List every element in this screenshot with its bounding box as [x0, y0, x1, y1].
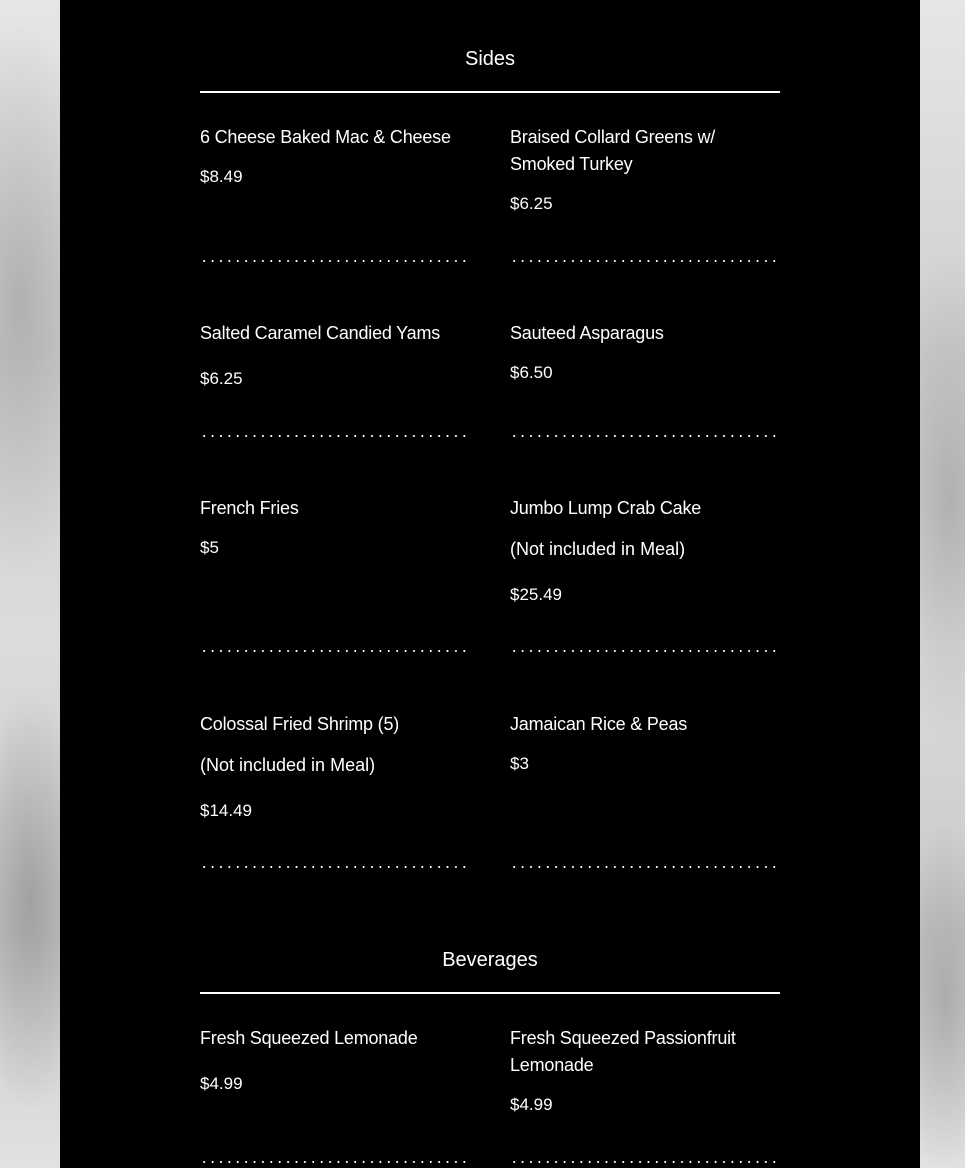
dotted-separator [510, 650, 780, 652]
item-note: (Not included in Meal) [510, 539, 686, 559]
menu-panel [60, 0, 920, 1168]
dotted-separator [200, 260, 470, 262]
item-price: $3 [510, 754, 529, 773]
item-name: Fresh Squeezed Lemonade [200, 1028, 418, 1048]
section-divider [200, 91, 780, 93]
item-name: French Fries [200, 498, 299, 518]
item-name: Fresh Squeezed Passionfruit Lemonade [510, 1028, 736, 1075]
item-price: $6.50 [510, 363, 553, 382]
dotted-separator [200, 1161, 470, 1163]
section-divider [200, 992, 780, 994]
item-price: $4.99 [200, 1074, 243, 1093]
item-price: $14.49 [200, 801, 252, 820]
dotted-separator [200, 650, 470, 652]
dotted-separator [510, 866, 780, 868]
dotted-separator [200, 866, 470, 868]
section-title-sides: Sides [464, 48, 516, 70]
dotted-separator [510, 435, 780, 437]
item-name: Jumbo Lump Crab Cake [510, 498, 702, 518]
item-name: Colossal Fried Shrimp (5) [200, 714, 400, 734]
item-name: Braised Collard Greens w/ Smoked Turkey [510, 127, 716, 174]
item-price: $4.99 [510, 1095, 553, 1114]
item-price: $6.25 [200, 369, 243, 388]
item-price: $25.49 [510, 585, 562, 604]
dotted-separator [510, 1161, 780, 1163]
item-name: 6 Cheese Baked Mac & Cheese [200, 127, 451, 147]
item-price: $5 [200, 538, 219, 557]
item-price: $6.25 [510, 194, 553, 213]
item-name: Jamaican Rice & Peas [510, 714, 688, 734]
item-note: (Not included in Meal) [200, 755, 376, 775]
dotted-separator [200, 435, 470, 437]
item-name: Salted Caramel Candied Yams [200, 323, 441, 343]
dotted-separator [510, 260, 780, 262]
item-name: Sauteed Asparagus [510, 323, 664, 343]
section-title-beverages: Beverages [442, 949, 538, 971]
item-price: $8.49 [200, 167, 243, 186]
